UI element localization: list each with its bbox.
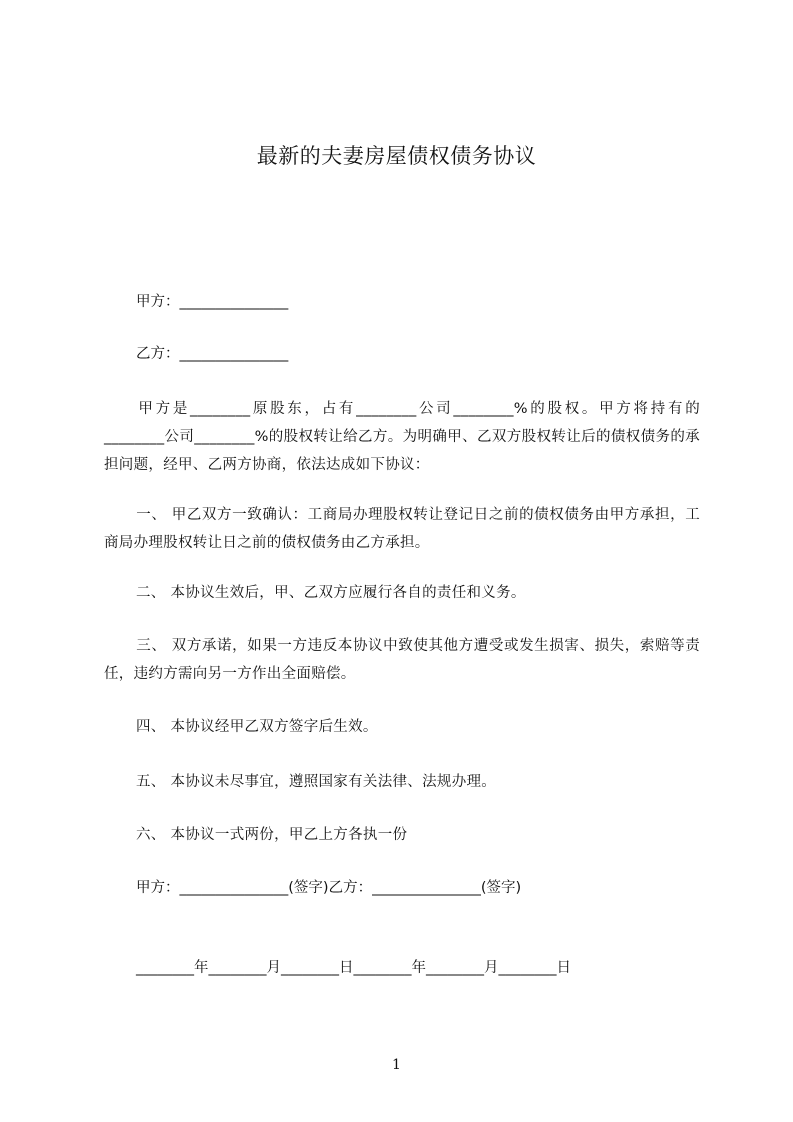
page-number: 1 xyxy=(392,1057,401,1073)
clause-3-text: 三、 双方承诺，如果一方违反本协议中致使其他方遭受或发生损害、损失，索赔等责任，违约方需向另一方作出全面赔偿。 xyxy=(104,638,700,682)
party-b-line: 乙方：_______________ xyxy=(136,346,289,362)
clause-3 xyxy=(104,632,700,688)
party-a-line: 甲方：_______________ xyxy=(136,294,289,310)
clause-6 xyxy=(104,821,700,849)
clause-2 xyxy=(104,579,700,607)
clause-2-text: 二、 本协议生效后，甲、乙双方应履行各自的责任和义务。 xyxy=(136,585,526,601)
clause-1 xyxy=(104,501,700,557)
clause-1-text: 一、 甲乙双方一致确认：工商局办理股权转让登记日之前的债权债务由甲方承担，工商局办理股权转让日之前的债权债务由乙方承担。 xyxy=(104,507,700,551)
intro-text: 甲方是________原股东，占有________公司________%的股权。甲方将持有的________公司________%的股权转让给乙方。为明确甲、乙双方股权转让后的债权债务的承担问题，经甲、乙两方协商，依法达成如下协议： xyxy=(104,401,700,473)
date-line: ________年________月________日________年________月________日 xyxy=(136,960,571,976)
document-title: 最新的夫妻房屋债权债务协议 xyxy=(256,144,537,168)
clause-6-text: 六、 本协议一式两份，甲乙上方各执一份 xyxy=(136,827,408,843)
clause-5-text: 五、 本协议未尽事宜，遵照国家有关法律、法规办理。 xyxy=(136,774,497,790)
signature-line: 甲方：_______________(签字)乙方：_______________(签字) xyxy=(136,880,522,896)
intro-paragraph xyxy=(104,395,700,479)
clause-4-text: 四、 本协议经甲乙双方签字后生效。 xyxy=(136,719,378,735)
clause-5 xyxy=(104,768,700,796)
clause-4 xyxy=(104,713,700,741)
